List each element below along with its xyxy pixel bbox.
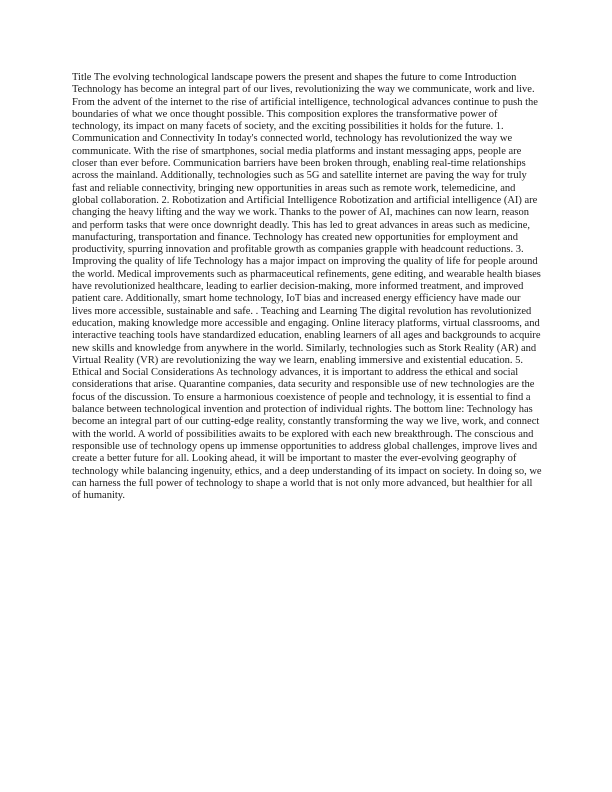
body-text xyxy=(72,72,542,502)
body-paragraph: Title The evolving technological landscape powers the present and shapes the future to come Introduction Technology has become an integral part of our lives, revolutionizing the way we communicate, work and live. From the advent of the internet to the rise of artificial intelligence, technological advances continue to push the boundaries of what we once thought possible. This composition explores the transformative power of technology, its impact on many facets of society, and the exciting possibilities it holds for the future. 1. Communication and Connectivity In today's connected world, technology has revolutionized the way we communicate. With the rise of smartphones, social media platforms and instant messaging apps, people are closer than ever before. Communication barriers have been broken through, enabling real-time relationships across the mainland. Additionally, technologies such as 5G and satellite internet are paving the way for truly fast and reliable connectivity, bringing new opportunities in areas such as remote work, telemedicine, and global collaboration. 2. Robotization and Artificial Intelligence Robotization and artificial intelligence (AI) are changing the heavy lifting and the way we work. Thanks to the power of AI, machines can now learn, reason and perform tasks that were once downright deadly. This has led to great advances in areas such as medicine, manufacturing, transportation and finance. Technology has created new opportunities for employment and productivity, spurring innovation and profitable growth as companies grapple with headcount reductions. 3. Improving the quality of life Technology has a major impact on improving the quality of life for people around the world. Medical improvements such as pharmaceutical refinements, gene editing, and wearable health biases have revolutionized healthcare, leading to earlier decision-making, more informed treatment, and improved patient care. Additionally, smart home technology, IoT bias and increased energy efficiency have made our lives more accessible, sustainable and safe. . Teaching and Learning The digital revolution has revolutionized education, making knowledge more accessible and engaging. Online literacy platforms, virtual classrooms, and interactive teaching tools have standardized education, enabling learners of all ages and backgrounds to acquire new skills and knowledge from anywhere in the world. Similarly, technologies such as Stork Reality (AR) and Virtual Reality (VR) are revolutionizing the way we learn, enabling immersive and existential education. 5. Ethical and Social Considerations As technology advances, it is important to address the ethical and social considerations that arise. Quarantine companies, data security and responsible use of new technologies are the focus of the discussion. To ensure a harmonious coexistence of people and technology, it is essential to find a balance between technological invention and protection of individual rights. The bottom line: Technology has become an integral part of our cutting-edge reality, constantly transforming the way we live, work, and connect with the world. A world of possibilities awaits to be explored with each new breakthrough. The conscious and responsible use of technology opens up immense opportunities to address global challenges, improve lives and create a better future for all. Looking ahead, it will be important to master the ever-evolving geography of technology while balancing ingenuity, ethics, and a deep understanding of its impact on society. In doing so, we can harness the full power of technology to shape a world that is not only more advanced, but healthier for all of humanity. xyxy=(72,72,542,502)
